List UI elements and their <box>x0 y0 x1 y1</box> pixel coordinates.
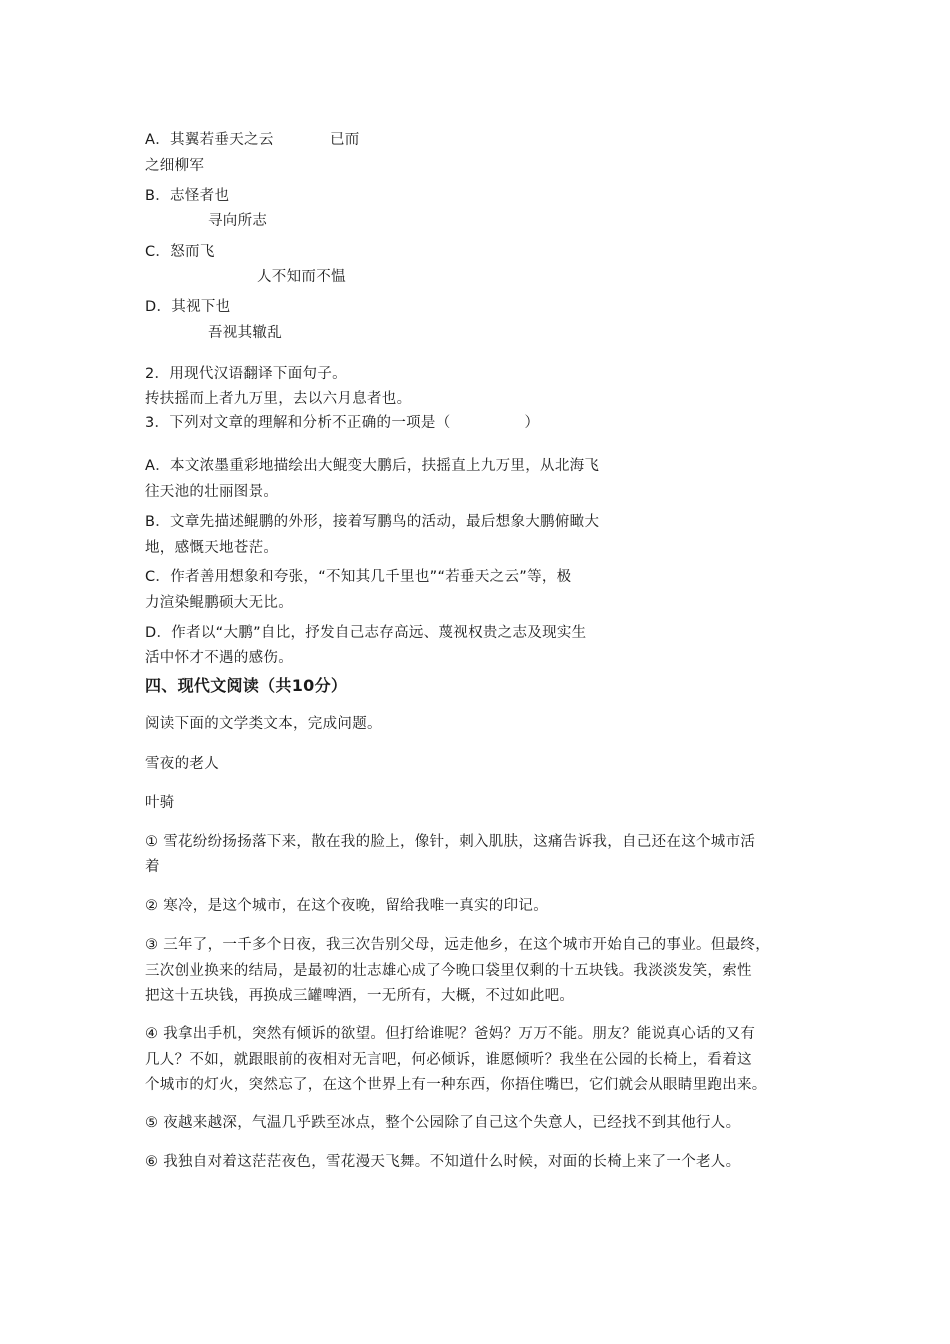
q2-stem: 2．用现代汉语翻译下面句子。 <box>145 366 347 382</box>
q1-option-a-continued: 之细柳军 <box>145 158 205 174</box>
paragraph-1-line1: ① 雪花纷纷扬扬落下来，散在我的脸上，像针，刺入肌肤，这痛告诉我，自己还在这个城市活 <box>145 834 756 850</box>
paragraph-4-line3: 个城市的灯火，突然忘了，在这个世界上有一种东西，你捂住嘴巴，它们就会从眼睛里跑出来。 <box>145 1077 767 1093</box>
q3-option-b-line1: B．文章先描述鲲鹏的外形，接着写鹏鸟的活动，最后想象大鹏俯瞰大 <box>145 514 600 530</box>
q3-option-a-line2: 往天池的壮丽图景。 <box>145 484 279 500</box>
q1-option-d-left: D．其视下也 <box>145 299 231 315</box>
paragraph-5-line1: ⑤ 夜越来越深，气温几乎跌至冰点，整个公园除了自己这个失意人，已经找不到其他行人。 <box>145 1115 741 1131</box>
section-heading: 四、现代文阅读（共10分） <box>145 676 348 695</box>
article-author: 叶骑 <box>145 795 175 811</box>
article-title: 雪夜的老人 <box>145 756 219 772</box>
q1-option-b-left: B．志怪者也 <box>145 188 230 204</box>
q1-option-d-right: 吾视其辙乱 <box>208 325 282 341</box>
q3-option-d-line1: D．作者以“大鹏”自比，抒发自己志存高远、蔑视权贵之志及现实生 <box>145 625 587 641</box>
q3-stem: 3．下列对文章的理解和分析不正确的一项是（ ） <box>145 415 540 431</box>
paragraph-6-line1: ⑥ 我独自对着这茫茫夜色，雪花漫天飞舞。不知道什么时候，对面的长椅上来了一个老人。 <box>145 1154 741 1170</box>
paragraph-3-line1: ③ 三年了，一千多个日夜，我三次告别父母，远走他乡，在这个城市开始自己的事业。但最终， <box>145 937 771 953</box>
paragraph-3-line3: 把这十五块钱，再换成三罐啤酒，一无所有，大概，不过如此吧。 <box>145 988 575 1004</box>
paragraph-2-line1: ② 寒冷，是这个城市，在这个夜晚，留给我唯一真实的印记。 <box>145 898 549 914</box>
q2-sentence: 抟扶摇而上者九万里，去以六月息者也。 <box>145 391 412 407</box>
q1-option-c-right: 人不知而不愠 <box>257 269 346 285</box>
q1-option-c-left: C．怒而飞 <box>145 244 215 260</box>
paragraph-3-line2: 三次创业换来的结局，是最初的壮志雄心成了今晚口袋里仅剩的十五块钱。我淡淡发笑，索性 <box>145 963 752 979</box>
q3-option-b-line2: 地，感慨天地苍茫。 <box>145 540 279 556</box>
q1-option-a-left: A．其翼若垂天之云 <box>145 132 274 148</box>
q1-option-a-right: 已而 <box>330 132 360 148</box>
q3-option-a-line1: A．本文浓墨重彩地描绘出大鲲变大鹏后，扶摇直上九万里，从北海飞 <box>145 458 600 474</box>
q1-option-b-right: 寻向所志 <box>208 213 268 229</box>
section-instruction: 阅读下面的文学类文本，完成问题。 <box>145 716 382 732</box>
paragraph-4-line1: ④ 我拿出手机，突然有倾诉的欲望。但打给谁呢？爸妈？万万不能。朋友？能说真心话的又有 <box>145 1026 756 1042</box>
q3-option-c-line2: 力渲染鲲鹏硕大无比。 <box>145 595 293 611</box>
paragraph-4-line2: 几人？不如，就跟眼前的夜相对无言吧，何必倾诉，谁愿倾听？我坐在公园的长椅上，看着这 <box>145 1052 752 1068</box>
q3-option-d-line2: 活中怀才不遇的感伤。 <box>145 650 293 666</box>
paragraph-1-line2: 着 <box>145 859 160 875</box>
q3-option-c-line1: C．作者善用想象和夸张，“不知其几千里也”“若垂天之云”等，极 <box>145 569 572 585</box>
